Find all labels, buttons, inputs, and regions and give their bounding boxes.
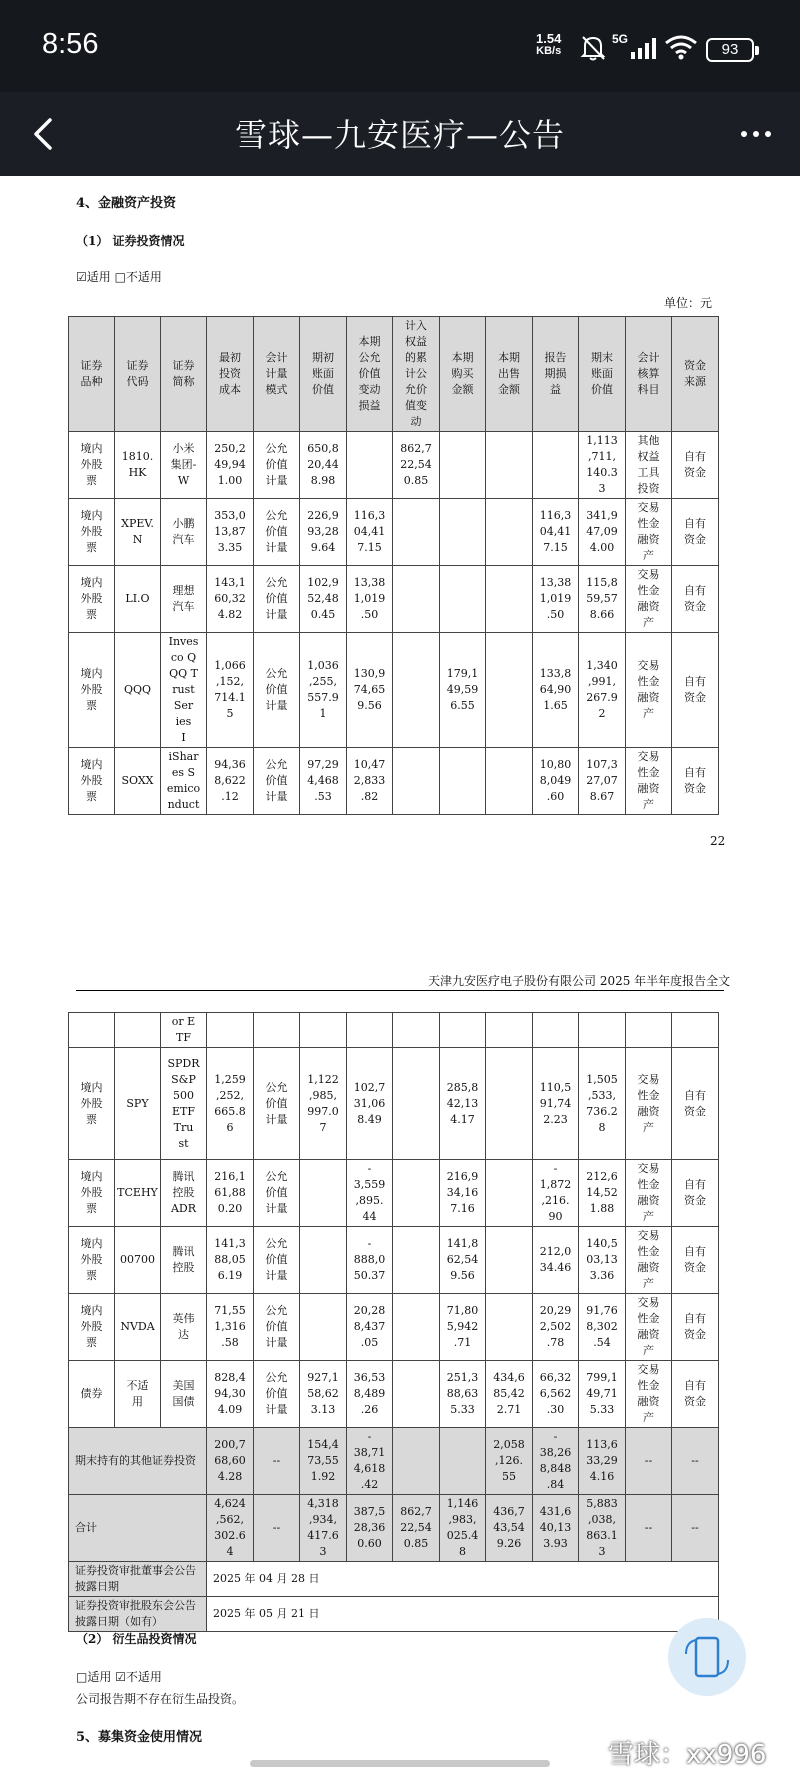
table-cell xyxy=(347,1013,393,1048)
table-cell: 10,47 2,833 .82 xyxy=(347,748,393,815)
table-cell xyxy=(393,1294,440,1361)
watermark: 雪球：xx996 xyxy=(608,1740,767,1770)
table-cell: -- xyxy=(254,1495,300,1562)
table-cell: 212,6 14,52 1.88 xyxy=(579,1160,626,1227)
approval-date: 2025 年 04 月 28 日 xyxy=(207,1562,719,1597)
table-cell xyxy=(393,566,440,633)
table-cell: - 1,872 ,216. 90 xyxy=(533,1160,579,1227)
table-cell: 自有 资金 xyxy=(672,432,719,499)
table-cell xyxy=(440,748,486,815)
table-cell: 251,3 88,63 5.33 xyxy=(440,1361,486,1428)
table-cell: - 888,0 50.37 xyxy=(347,1227,393,1294)
table-cell xyxy=(672,1013,719,1048)
table-cell: 212,0 34.46 xyxy=(533,1227,579,1294)
table-cell xyxy=(254,1013,300,1048)
table-cell: 公允 价值 计量 xyxy=(254,748,300,815)
table-cell xyxy=(440,566,486,633)
table-cell: 130,9 74,65 9.56 xyxy=(347,633,393,748)
table-cell: 自有 资金 xyxy=(672,499,719,566)
table-cell xyxy=(486,432,533,499)
column-header: 证券 代码 xyxy=(115,317,161,432)
table-cell: -- xyxy=(672,1495,719,1562)
table-cell xyxy=(486,1227,533,1294)
table-cell: 20,28 8,437 .05 xyxy=(347,1294,393,1361)
table-cell: 250,2 49,94 1.00 xyxy=(207,432,254,499)
table-cell: 腾讯 控股 ADR xyxy=(161,1160,207,1227)
table-cell xyxy=(440,1428,486,1495)
subsection-heading-2: （2） 衍生品投资情况 xyxy=(76,1632,197,1646)
column-header: 会计 计量 模式 xyxy=(254,317,300,432)
table-cell: 4,318 ,934, 417.6 3 xyxy=(300,1495,347,1562)
section-heading-5: 5、募集资金使用情况 xyxy=(76,1730,203,1745)
table-cell: 自有 资金 xyxy=(672,566,719,633)
table-cell: 97,29 4,468 .53 xyxy=(300,748,347,815)
signal-icon xyxy=(630,36,658,60)
table-cell: 公允 价值 计量 xyxy=(254,633,300,748)
table-cell: 1,113 ,711, 140.3 3 xyxy=(579,432,626,499)
table-cell xyxy=(347,432,393,499)
row-label: 证券投资审批董事会公告披露日期 xyxy=(69,1562,207,1597)
header-rule xyxy=(76,990,724,991)
table-cell xyxy=(440,1013,486,1048)
total-row xyxy=(69,1495,719,1562)
table-cell xyxy=(486,1160,533,1227)
table-cell: Inves co Q QQ T rust Ser ies I xyxy=(161,633,207,748)
table-cell xyxy=(300,1013,347,1048)
approval-date: 2025 年 05 月 21 日 xyxy=(207,1597,719,1632)
subsection-heading: （1） 证券投资情况 xyxy=(76,234,185,248)
table-cell: 71,55 1,316 .58 xyxy=(207,1294,254,1361)
table-row xyxy=(69,566,719,633)
column-header: 资金 来源 xyxy=(672,317,719,432)
table-cell: 交易 性金 融资 产 xyxy=(626,1227,672,1294)
securities-table xyxy=(68,316,719,815)
table-cell: 公允 价值 计量 xyxy=(254,1361,300,1428)
table-cell: SPY xyxy=(115,1048,161,1160)
more-dots-icon[interactable] xyxy=(732,114,780,154)
header-row xyxy=(69,317,719,432)
column-header: 本期 公允 价值 变动 损益 xyxy=(347,317,393,432)
table-cell: 美国 国债 xyxy=(161,1361,207,1428)
table-cell: 公允 价值 计量 xyxy=(254,499,300,566)
table-cell: -- xyxy=(626,1495,672,1562)
table-cell: 自有 资金 xyxy=(672,1160,719,1227)
table-cell: 交易 性金 融资 产 xyxy=(626,566,672,633)
table-cell: - 38,26 8,848 .84 xyxy=(533,1428,579,1495)
table-cell xyxy=(393,1227,440,1294)
table-cell: 小鹏 汽车 xyxy=(161,499,207,566)
table-cell: 境内 外股 票 xyxy=(69,1294,115,1361)
table-cell: 143,1 60,32 4.82 xyxy=(207,566,254,633)
table-cell: 4,624 ,562, 302.6 4 xyxy=(207,1495,254,1562)
row-label: 期末持有的其他证券投资 xyxy=(69,1428,207,1495)
approval-date-row xyxy=(69,1562,719,1597)
table-cell: 境内 外股 票 xyxy=(69,633,115,748)
table-cell: 自有 资金 xyxy=(672,633,719,748)
table-cell xyxy=(440,499,486,566)
table-cell: 353,0 13,87 3.35 xyxy=(207,499,254,566)
table-cell: 公允 价值 计量 xyxy=(254,1160,300,1227)
table-cell: 公允 价值 计量 xyxy=(254,1227,300,1294)
table-cell: 10,80 8,049 .60 xyxy=(533,748,579,815)
status-time: 8:56 xyxy=(42,28,99,60)
table-cell: 20,29 2,502 .78 xyxy=(533,1294,579,1361)
table-cell: 434,6 85,42 2.71 xyxy=(486,1361,533,1428)
table-cell: 交易 性金 融资 产 xyxy=(626,633,672,748)
column-header: 会计 核算 科目 xyxy=(626,317,672,432)
table-cell: 1,066 ,152, 714.1 5 xyxy=(207,633,254,748)
table-cell: -- xyxy=(626,1428,672,1495)
other-securities-row xyxy=(69,1428,719,1495)
table-cell: 13,38 1,019 .50 xyxy=(347,566,393,633)
table-cell: 英伟 达 xyxy=(161,1294,207,1361)
no-derivatives-note: 公司报告期不存在衍生品投资。 xyxy=(76,1692,245,1706)
table-cell: 公允 价值 计量 xyxy=(254,1294,300,1361)
table-cell: 境内 外股 票 xyxy=(69,499,115,566)
table-cell xyxy=(207,1013,254,1048)
table-cell: 216,1 61,88 0.20 xyxy=(207,1160,254,1227)
column-header: 本期 出售 金额 xyxy=(486,317,533,432)
table-cell: 公允 价值 计量 xyxy=(254,432,300,499)
table-cell xyxy=(486,748,533,815)
section-heading: 4、金融资产投资 xyxy=(76,196,177,211)
table-cell: 腾讯 控股 xyxy=(161,1227,207,1294)
table-cell: 431,6 40,13 3.93 xyxy=(533,1495,579,1562)
table-cell xyxy=(393,1013,440,1048)
table-cell: 自有 资金 xyxy=(672,1227,719,1294)
row-label: 证券投资审批股东会公告披露日期（如有） xyxy=(69,1597,207,1632)
table-cell: 交易 性金 融资 产 xyxy=(626,499,672,566)
column-header: 期初 账面 价值 xyxy=(300,317,347,432)
column-header: 期末 账面 价值 xyxy=(579,317,626,432)
table-cell: 境内 外股 票 xyxy=(69,1160,115,1227)
table-cell xyxy=(626,1013,672,1048)
table-cell xyxy=(486,1048,533,1160)
table-cell xyxy=(300,1294,347,1361)
table-cell: 650,8 20,44 8.98 xyxy=(300,432,347,499)
table-cell: SPDR S&P 500 ETF Tru st xyxy=(161,1048,207,1160)
table-cell: 141,8 62,54 9.56 xyxy=(440,1227,486,1294)
approval-date-row xyxy=(69,1597,719,1632)
table-cell: LI.O xyxy=(115,566,161,633)
table-cell: 116,3 04,41 7.15 xyxy=(533,499,579,566)
table-cell xyxy=(393,1361,440,1428)
net-speed-value: 1.54 xyxy=(536,31,562,46)
table-cell: 862,7 22,54 0.85 xyxy=(393,1495,440,1562)
table-row xyxy=(69,1048,719,1160)
table-cell: 交易 性金 融资 产 xyxy=(626,1048,672,1160)
table-cell: 自有 资金 xyxy=(672,1294,719,1361)
table-cell: QQQ xyxy=(115,633,161,748)
table-cell xyxy=(486,1294,533,1361)
table-cell: 828,4 94,30 4.09 xyxy=(207,1361,254,1428)
table-cell: 200,7 68,60 4.28 xyxy=(207,1428,254,1495)
column-header: 证券 简称 xyxy=(161,317,207,432)
table-cell xyxy=(115,1013,161,1048)
table-cell xyxy=(300,1160,347,1227)
table-cell: 00700 xyxy=(115,1227,161,1294)
table-row xyxy=(69,432,719,499)
table-cell: TCEHY xyxy=(115,1160,161,1227)
table-cell: 927,1 58,62 3.13 xyxy=(300,1361,347,1428)
table-cell: 1810. HK xyxy=(115,432,161,499)
table-row xyxy=(69,1294,719,1361)
table-cell: -- xyxy=(254,1428,300,1495)
table-cell xyxy=(486,499,533,566)
table-cell: 其他 权益 工具 投资 xyxy=(626,432,672,499)
table-cell: 交易 性金 融资 产 xyxy=(626,1160,672,1227)
table-cell: 境内 外股 票 xyxy=(69,1227,115,1294)
table-cell xyxy=(533,432,579,499)
table-cell: 不适 用 xyxy=(115,1361,161,1428)
table-cell: 133,8 64,90 1.65 xyxy=(533,633,579,748)
table-cell: 102,7 31,06 8.49 xyxy=(347,1048,393,1160)
table-cell: 1,146 ,983, 025.4 8 xyxy=(440,1495,486,1562)
table-cell: 140,5 03,13 3.36 xyxy=(579,1227,626,1294)
table-cell xyxy=(393,499,440,566)
table-cell: 交易 性金 融资 产 xyxy=(626,1361,672,1428)
table-row xyxy=(69,1160,719,1227)
net-speed xyxy=(536,32,561,58)
table-cell: 2,058 ,126. 55 xyxy=(486,1428,533,1495)
column-header: 证券 品种 xyxy=(69,317,115,432)
column-header: 本期 购买 金额 xyxy=(440,317,486,432)
table-cell: 116,3 04,41 7.15 xyxy=(347,499,393,566)
table-cell xyxy=(579,1013,626,1048)
table-cell: 1,259 ,252, 665.8 6 xyxy=(207,1048,254,1160)
table-cell: 13,38 1,019 .50 xyxy=(533,566,579,633)
table-cell: 自有 资金 xyxy=(672,1048,719,1160)
column-header: 计入 权益 的累 计公 允价 值变 动 xyxy=(393,317,440,432)
table-row xyxy=(69,633,719,748)
table-cell: 341,9 47,09 4.00 xyxy=(579,499,626,566)
table-cell: XPEV. N xyxy=(115,499,161,566)
net-speed-unit: KB/s xyxy=(536,45,562,57)
status-bar xyxy=(0,0,800,92)
table-cell: 自有 资金 xyxy=(672,748,719,815)
table-cell xyxy=(300,1227,347,1294)
table-row xyxy=(69,1227,719,1294)
table-cell: 5,883 ,038, 863.1 3 xyxy=(579,1495,626,1562)
table-cell: 154,4 73,55 1.92 xyxy=(300,1428,347,1495)
securities-table-continued xyxy=(68,1012,719,1632)
table-cell: 境内 外股 票 xyxy=(69,432,115,499)
table-cell: 66,32 6,562 .30 xyxy=(533,1361,579,1428)
table-cell: SOXX xyxy=(115,748,161,815)
table-cell: 110,5 91,74 2.23 xyxy=(533,1048,579,1160)
table-row xyxy=(69,1361,719,1428)
page-number: 22 xyxy=(710,834,726,848)
page-title: 雪球—九安医疗—公告 xyxy=(234,116,565,154)
table-cell xyxy=(393,1160,440,1227)
table-cell xyxy=(69,1013,115,1048)
table-cell: 107,3 27,07 8.67 xyxy=(579,748,626,815)
nav-bar xyxy=(0,92,800,176)
table-cell: 226,9 93,28 9.64 xyxy=(300,499,347,566)
table-cell: 境内 外股 票 xyxy=(69,566,115,633)
table-cell: - 38,71 4,618 .42 xyxy=(347,1428,393,1495)
applicable-checkbox: ☑适用 □不适用 xyxy=(76,270,162,284)
table-cell xyxy=(486,566,533,633)
table-cell: NVDA xyxy=(115,1294,161,1361)
home-indicator[interactable] xyxy=(250,1760,550,1767)
table-cell: 285,8 42,13 4.17 xyxy=(440,1048,486,1160)
table-cell: 115,8 59,57 8.66 xyxy=(579,566,626,633)
table-cell: 113,6 33,29 4.16 xyxy=(579,1428,626,1495)
table-cell: 公允 价值 计量 xyxy=(254,566,300,633)
unit-label: 单位：元 xyxy=(664,296,713,310)
table-cell: 216,9 34,16 7.16 xyxy=(440,1160,486,1227)
table-cell: 36,53 8,489 .26 xyxy=(347,1361,393,1428)
table-cell: - 3,559 ,895. 44 xyxy=(347,1160,393,1227)
applicable-checkbox-2: □适用 ☑不适用 xyxy=(76,1670,162,1684)
table-cell: 1,505 ,533, 736.2 8 xyxy=(579,1048,626,1160)
battery-icon: 93 xyxy=(706,38,754,62)
table-cell: iShar es S emico nduct xyxy=(161,748,207,815)
table-cell: 境内 外股 票 xyxy=(69,1048,115,1160)
table-cell: 179,1 49,59 6.55 xyxy=(440,633,486,748)
table-cell: 债券 xyxy=(69,1361,115,1428)
table-cell: 387,5 28,36 0.60 xyxy=(347,1495,393,1562)
table-cell: 理想 汽车 xyxy=(161,566,207,633)
table-row xyxy=(69,1013,719,1048)
table-cell: 862,7 22,54 0.85 xyxy=(393,432,440,499)
table-cell xyxy=(440,432,486,499)
table-cell: 自有 资金 xyxy=(672,1361,719,1428)
table-cell: 交易 性金 融资 产 xyxy=(626,748,672,815)
table-cell xyxy=(393,1048,440,1160)
table-cell: 94,36 8,622 .12 xyxy=(207,748,254,815)
table-cell xyxy=(393,633,440,748)
table-cell: 71,80 5,942 .71 xyxy=(440,1294,486,1361)
network-type: 5G xyxy=(612,32,629,46)
table-cell: 91,76 8,302 .54 xyxy=(579,1294,626,1361)
table-cell: or E TF xyxy=(161,1013,207,1048)
table-cell: 小米 集团- W xyxy=(161,432,207,499)
table-cell: 交易 性金 融资 产 xyxy=(626,1294,672,1361)
table-cell xyxy=(393,748,440,815)
column-header: 最初 投资 成本 xyxy=(207,317,254,432)
table-cell: -- xyxy=(672,1428,719,1495)
table-cell: 公允 价值 计量 xyxy=(254,1048,300,1160)
column-header: 报告 期损 益 xyxy=(533,317,579,432)
table-cell xyxy=(533,1013,579,1048)
table-cell xyxy=(486,633,533,748)
table-row xyxy=(69,748,719,815)
table-cell xyxy=(393,1428,440,1495)
phone-rotate-icon[interactable] xyxy=(668,1618,746,1696)
table-row xyxy=(69,499,719,566)
wifi-icon xyxy=(664,34,698,60)
row-label: 合计 xyxy=(69,1495,207,1562)
table-cell: 1,122 ,985, 997.0 7 xyxy=(300,1048,347,1160)
table-cell: 799,1 49,71 5.33 xyxy=(579,1361,626,1428)
table-cell: 436,7 43,54 9.26 xyxy=(486,1495,533,1562)
table-cell xyxy=(486,1013,533,1048)
table-cell: 102,9 52,48 0.45 xyxy=(300,566,347,633)
running-header: 天津九安医疗电子股份有限公司 2025 年半年度报告全文 xyxy=(428,974,731,988)
table-cell: 1,340 ,991, 267.9 2 xyxy=(579,633,626,748)
table-cell: 1,036 ,255, 557.9 1 xyxy=(300,633,347,748)
mute-bell-icon xyxy=(580,34,606,62)
table-cell: 境内 外股 票 xyxy=(69,748,115,815)
table-cell: 141,3 88,05 6.19 xyxy=(207,1227,254,1294)
